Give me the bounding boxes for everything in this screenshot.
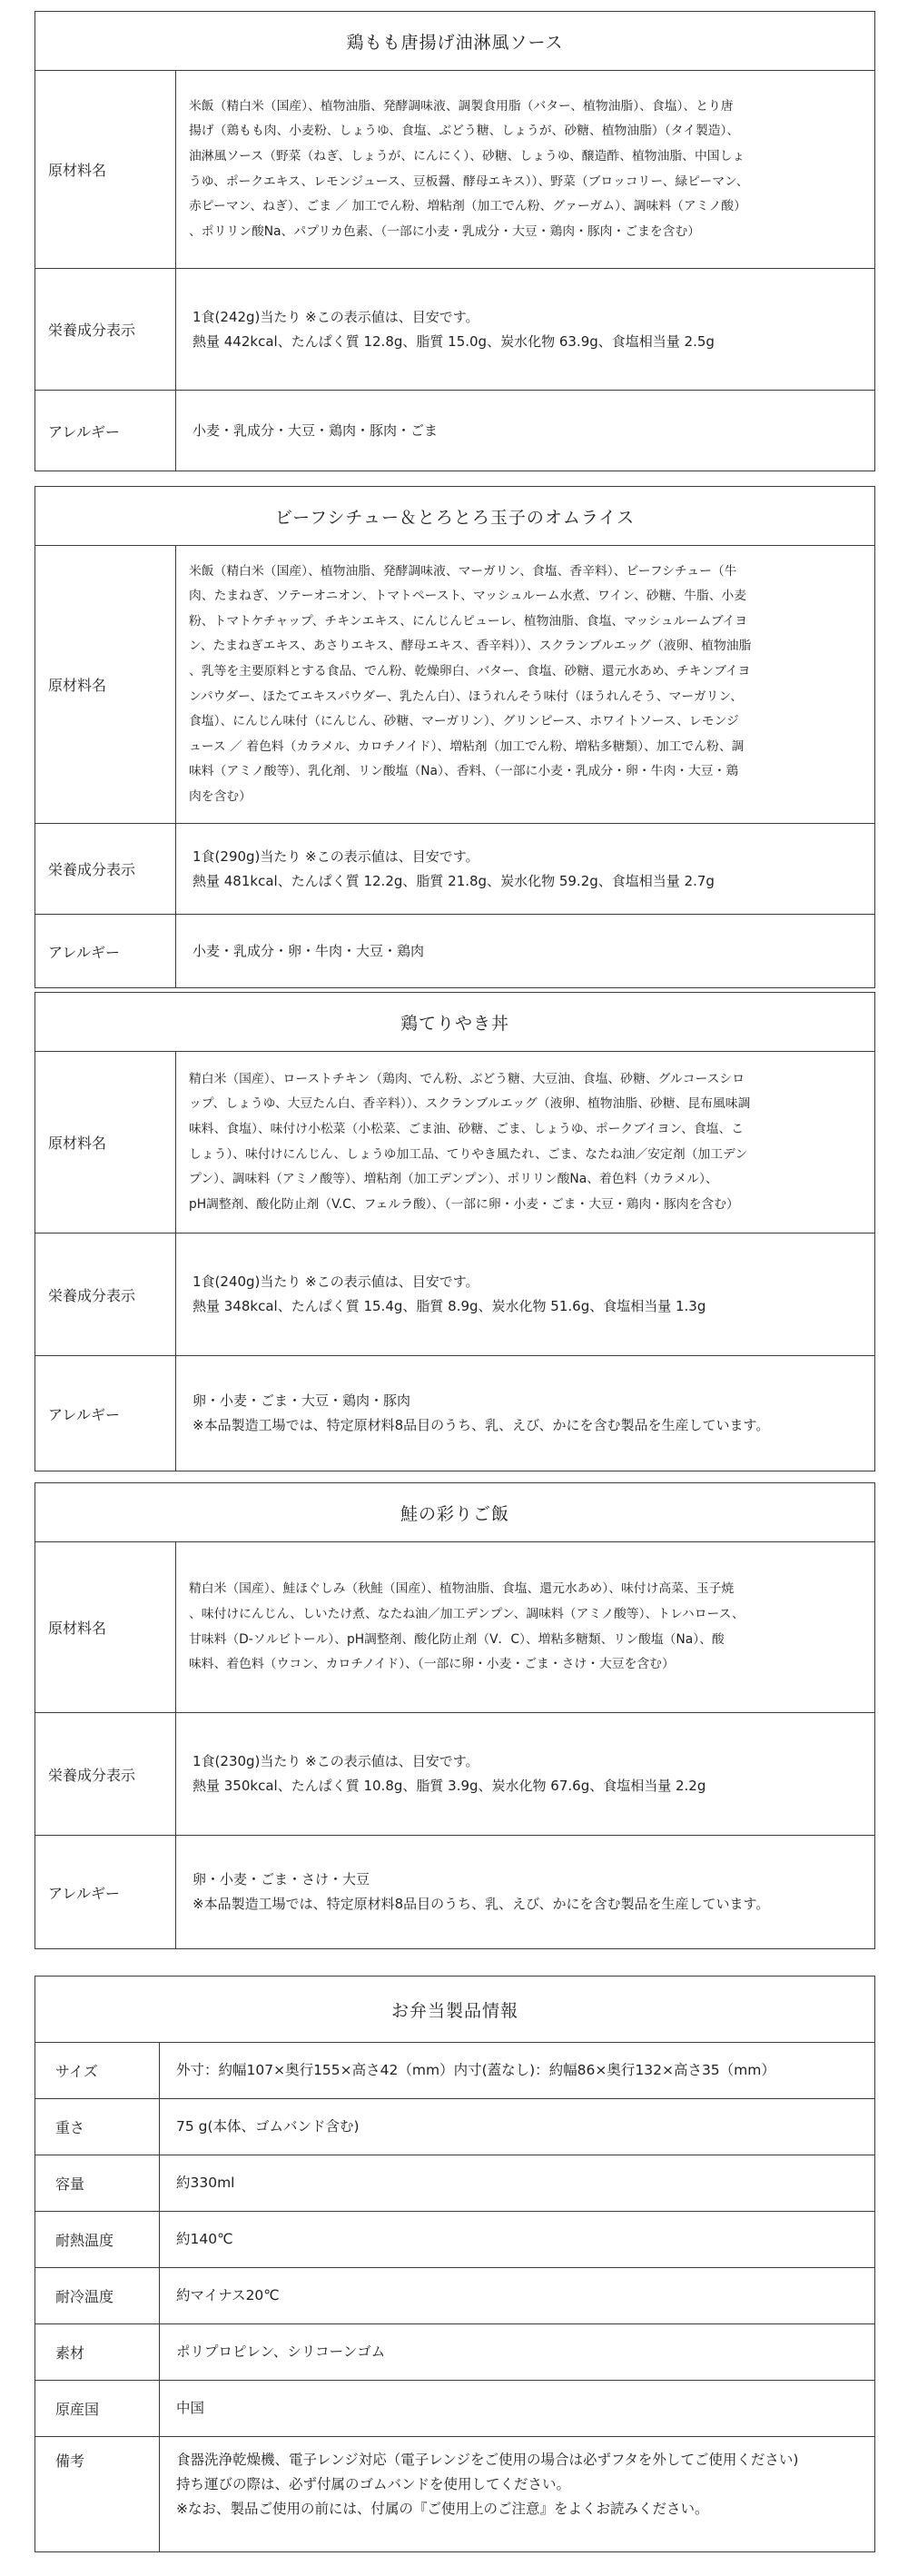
ingredients-line: 油淋風ソース（野菜（ねぎ、しょうが、にんにく）、砂糖、しょうゆ、醸造酢、植物油脂、中国しょ	[189, 148, 745, 163]
allergy-note: ※本品製造工場では、特定原材料8品目のうち、乳、えび、かにを含む製品を生産しています。	[192, 1417, 770, 1433]
ingredients-label: 原材料名	[35, 546, 176, 823]
allergy-text	[176, 1836, 874, 1948]
allergy-text	[176, 391, 874, 471]
nutrition-line: 1食(290g)当たり ※この表示値は、目安です。	[192, 847, 479, 865]
ingredients-line: 味料、食塩）、味付け小松菜（小松菜、ごま油、砂糖、ごま、しょうゆ、ポークブイヨン、食塩、こ	[189, 1121, 745, 1136]
ingredients-line: 精白米（国産）、ローストチキン（鶏肉、でん粉、ぶどう糖、大豆油、食塩、砂糖、グルコースシロ	[189, 1071, 745, 1086]
ingredients-line: 、乳等を主要原料とする食品、でん粉、乾燥卵白、バター、食塩、砂糖、還元水あめ、チキンブイヨ	[189, 663, 751, 679]
ingredients-line: ップ、しょうゆ、大豆たん白、香辛料））、スクランブルエッグ（液卵、植物油脂、砂糖、昆布風味調	[189, 1096, 751, 1112]
heat-resistance-label: 耐熱温度	[35, 2212, 160, 2267]
ingredients-text	[176, 1052, 874, 1233]
nutrition-line: 1食(230g)当たり ※この表示値は、目安です。	[192, 1753, 479, 1769]
notes-line: 食器洗浄乾燥機、電子レンジ対応（電子レンジをご使用の場合は必ずフタを外してご使用ください)	[176, 2452, 799, 2468]
ingredients-line: ン、たまねぎエキス、あさりエキス、酵母エキス、香辛料））、スクランブルエッグ（液卵、植物油脂	[189, 639, 752, 654]
size-value: 外寸：約幅107×奥行155×高さ42（mm）内寸(蓋なし)：約幅86×奥行132×高さ35（mm）	[176, 2062, 775, 2078]
nutrition-text	[176, 269, 874, 390]
ingredients-line: ンパウダー、ほたてエキスパウダー、乳たん白）、ほうれんそう味付（ほうれんそう、マーガリン、	[189, 689, 743, 704]
product-table-2	[35, 486, 875, 988]
ingredients-line: 甘味料（D-ソルビトール）、pH調整剤、酸化防止剤（V．C）、増粘多糖類、リン酸塩（Na）、酸	[189, 1631, 725, 1647]
bento-info-title: お弁当製品情報	[35, 1977, 874, 2043]
bento-info-table	[35, 1976, 875, 2552]
nutrition-line: 熱量 481kcal、たんぱく質 12.2g、脂質 21.8g、炭水化物 59.2g、食塩相当量 2.7g	[192, 872, 715, 889]
nutrition-label: 栄養成分表示	[35, 1713, 176, 1835]
ingredients-text	[176, 71, 874, 268]
product-title: 鶏てりやき丼	[35, 993, 874, 1052]
nutrition-label: 栄養成分表示	[35, 269, 176, 390]
cold-resistance-label: 耐冷温度	[35, 2268, 160, 2323]
ingredients-line: 、ポリリン酸Na、パプリカ色素、（一部に小麦・乳成分・大豆・鶏肉・豚肉・ごまを含む）	[189, 223, 701, 239]
material-value: ポリプロピレン、シリコーンゴム	[176, 2343, 386, 2360]
ingredients-line: 肉、たまねぎ、ソテーオニオン、トマトペースト、マッシュルーム水煮、ワイン、砂糖、牛脂、小麦	[189, 589, 747, 604]
ingredients-label: 原材料名	[35, 71, 176, 268]
material-label: 素材	[35, 2324, 160, 2380]
ingredients-text	[176, 546, 874, 823]
product-table-3	[35, 992, 875, 1471]
allergy-note: ※本品製造工場では、特定原材料8品目のうち、乳、えび、かにを含む製品を生産しています。	[192, 1896, 770, 1912]
ingredients-line: 、味付けにんじん、しいたけ煮、なたね油／加工デンプン、調味料（アミノ酸等）、トレハロース、	[189, 1606, 745, 1621]
nutrition-text	[176, 1713, 874, 1835]
allergy-line: 小麦・乳成分・大豆・鶏肉・豚肉・ごま	[192, 421, 439, 439]
notes-line: 持ち運びの際は、必ず付属のゴムバンドを使用してください。	[176, 2476, 571, 2492]
allergy-text	[176, 1356, 874, 1471]
ingredients-line: 米飯（精白米（国産）、植物油脂、発酵調味液、調製食用脂（バター、植物油脂）、食塩）、とり唐	[189, 98, 734, 114]
product-table-4	[35, 1482, 875, 1949]
allergy-label: アレルギー	[35, 1356, 176, 1471]
ingredients-label: 原材料名	[35, 1542, 176, 1712]
allergy-line: 卵・小麦・ごま・大豆・鶏肉・豚肉	[192, 1392, 411, 1409]
ingredients-line: しょう）、味付けにんじん、しょうゆ加工品、てりやき風たれ、ごま、なたね油／安定剤（加工デン	[189, 1146, 748, 1162]
capacity-value: 約330ml	[176, 2175, 235, 2191]
nutrition-line: 1食(242g)当たり ※この表示値は、目安です。	[192, 308, 479, 325]
nutrition-line: 熱量 350kcal、たんぱく質 10.8g、脂質 3.9g、炭水化物 67.6g、食塩相当量 2.2g	[192, 1778, 706, 1794]
weight-label: 重さ	[35, 2099, 160, 2155]
ingredients-text	[176, 1542, 874, 1712]
allergy-line: 卵・小麦・ごま・さけ・大豆	[192, 1871, 370, 1887]
allergy-label: アレルギー	[35, 1836, 176, 1948]
product-table-1	[35, 11, 875, 471]
ingredients-line: 粉、トマトケチャップ、チキンエキス、にんじんピューレ、植物油脂、食塩、マッシュルームブイヨ	[189, 613, 748, 629]
heat-resistance-value: 約140℃	[176, 2231, 233, 2247]
notes-line: ※なお、製品ご使用の前には、付属の『ご使用上のご注意』をよくお読みください。	[176, 2501, 709, 2517]
capacity-label: 容量	[35, 2155, 160, 2211]
product-title: 鶏もも唐揚げ油淋風ソース	[35, 12, 874, 71]
weight-value: 75 g(本体、ゴムバンド含む)	[176, 2118, 360, 2135]
nutrition-line: 熱量 348kcal、たんぱく質 15.4g、脂質 8.9g、炭水化物 51.6g、食塩相当量 1.3g	[192, 1298, 706, 1314]
allergy-label: アレルギー	[35, 915, 176, 987]
cold-resistance-value: 約マイナス20℃	[176, 2287, 280, 2304]
ingredients-line: 赤ピーマン、ねぎ）、ごま ／ 加工でん粉、増粘剤（加工でん粉、グァーガム）、調味料（アミノ酸）	[189, 199, 746, 214]
product-title: 鮭の彩りご飯	[35, 1483, 874, 1542]
nutrition-line: 1食(240g)当たり ※この表示値は、目安です。	[192, 1273, 479, 1290]
nutrition-text	[176, 824, 874, 914]
nutrition-label: 栄養成分表示	[35, 1234, 176, 1355]
ingredients-label: 原材料名	[35, 1052, 176, 1233]
ingredients-line: 精白米（国産）、鮭ほぐしみ（秋鮭（国産）、植物油脂、食塩、還元水あめ）、味付け高菜、玉子焼	[189, 1581, 735, 1597]
nutrition-text	[176, 1234, 874, 1355]
ingredients-line: プン）、調味料（アミノ酸等）、増粘剤（加工デンプン）、ポリリン酸Na、着色料（カラメル）、	[189, 1172, 718, 1187]
origin-label: 原産国	[35, 2381, 160, 2436]
size-label: サイズ	[35, 2043, 160, 2098]
origin-value: 中国	[176, 2400, 205, 2416]
allergy-line: 小麦・乳成分・卵・牛肉・大豆・鶏肉	[192, 942, 425, 959]
ingredients-line: 味料、着色料（ウコン、カロチノイド）、（一部に卵・小麦・ごま・さけ・大豆を含む）	[189, 1657, 675, 1672]
ingredients-line: うゆ、ポークエキス、レモンジュース、豆板醤、酵母エキス））、野菜（ブロッコリー、緑ピーマン、	[189, 173, 749, 189]
ingredients-line: 揚げ（鶏もも肉、小麦粉、しょうゆ、食塩、ぶどう糖、しょうが、砂糖、植物油脂）（タイ製造）、	[189, 124, 740, 139]
ingredients-line: ュース ／ 着色料（カラメル、カロチノイド）、増粘剤（加工でん粉、増粘多糖類）、加工でん粉、調	[189, 738, 745, 754]
notes-label: 備考	[35, 2437, 160, 2551]
notes-value	[160, 2437, 874, 2551]
allergy-label: アレルギー	[35, 391, 176, 471]
ingredients-line: 肉を含む）	[189, 788, 252, 804]
product-title: ビーフシチュー＆とろとろ玉子のオムライス	[35, 487, 874, 546]
allergy-text	[176, 915, 874, 987]
nutrition-label: 栄養成分表示	[35, 824, 176, 914]
nutrition-line: 熱量 442kcal、たんぱく質 12.8g、脂質 15.0g、炭水化物 63.9g、食塩相当量 2.5g	[192, 332, 715, 350]
ingredients-line: 味料（アミノ酸等）、乳化剤、リン酸塩（Na）、香料、（一部に小麦・乳成分・卵・牛肉・大豆・鶏	[189, 764, 739, 779]
ingredients-line: 米飯（精白米（国産）、植物油脂、発酵調味液、マーガリン、食塩、香辛料）、ビーフシチュー（牛	[189, 563, 737, 579]
ingredients-line: pH調整剤、酸化防止剤（V.C、フェルラ酸）、（一部に卵・小麦・ごま・大豆・鶏肉・豚肉を含む）	[189, 1196, 739, 1212]
ingredients-line: 食塩）、にんじん味付（にんじん、砂糖、マーガリン）、グリンピース、ホワイトソース、レモンジ	[189, 714, 739, 729]
